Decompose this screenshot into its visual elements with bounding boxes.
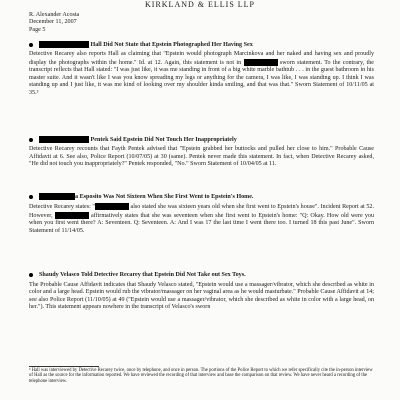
redaction-block [95,203,129,210]
footnote-divider [29,366,99,367]
heading-text-pre: Shaudy Velasco Told Detective Recarey that Epstein [39,272,176,278]
section-body: Detective Recarey also reports Hall as claiming that "Epstein would photograph Marcinkova and her naked and having sex and proudly display the photographs within the home." Id. at 12. Again, this statement is not in sworn statement. To the contrary, the transcript reflects that Hall stated: "I was just like, it was me standing in front of a big white marble bathtub . . . in the guest bathroom in his master suite. And it wasn't like I was you know spreading my legs or anything for the camera, I was like, I was standing up. I think I was standing up and I just like, it was me kind of looking over my shoulder kinda smiling, and that was that." Sworn Statement of 10/11/05 at 35.³ [29,51,374,96]
section-heading [29,193,374,201]
section-heading [29,136,374,144]
firm-letterhead: KIRKLAND & ELLIS LLP [145,0,255,9]
page-number: Page 5 [29,26,46,33]
bullet-icon [29,273,33,277]
section-hall [29,41,374,97]
redaction-block [39,136,89,143]
section-heading [29,272,374,280]
letter-date: December 11, 2007 [29,19,77,26]
heading-text: a Esposito Was Not Sixteen When She First Went to Epstein's Home. [75,193,254,200]
section-pentek [29,136,374,169]
heading-text: Did Not Take out Sex Toys. [175,272,246,278]
redaction-block [39,193,75,200]
bullet-icon [29,195,33,199]
bullet-icon [29,43,33,47]
section-body: Detective Recarey states: " also stated she was sixteen years old when she first went to Epstein's house". Incident Report at 52. However, affirmatively states that she was seventeen when she first went to Epstein's home: "Q: Okay. How old were you when you first went there? A: Seventeen. Q: Seventeen. A: And I was 17 the last time I went there too. I turned 18 this past June". Sworn Statement of 11/14/05. [29,204,375,234]
bullet-icon [29,138,33,142]
redaction-block [39,41,89,48]
letter-header [29,12,79,34]
section-body: The Probable Cause Affidavit indicates that Shaudy Velasco stated, "Epstein would use a massager/vibrator, which she described as white in color and a large head. Epstein would rub the vibrator/massager on her vaginal area as he would masturbate." Probable Cause Affidavit at 14; see also Police Report (11/10/05) at 49 ("Epstein would use a massager/vibrator, which she described as white in color with a large head, on her."). This statement appears nowhere in the transcript of Velasco's sworn [29,281,374,310]
heading-text: Pentek Said Epstein Did Not Touch Her Inappropriately [89,136,237,143]
footnote: ³ Hall was interviewed by Detective Recarey twice, once by telephone, and once in person. The portions of the Police Report to which we refer specifically cite the in-person interview of Hall as the source for the information reported. We have reviewed the recording of that interview and base the comparison on that review. We have never heard a recording of the telephone interview. [29,368,373,384]
recipient-name: R. Alexander Acosta [29,12,80,18]
section-velasco [29,272,374,312]
section-heading [29,41,374,49]
section-esposito [29,193,374,235]
redaction-block [244,59,278,66]
section-body: Detective Recarey recounts that Fayth Pentek advised that "Epstein grabbed her buttocks and pulled her close to him." Probable Cause Affidavit at 6. See also, Police Report (10/07/05) at 30 (same). Pentek never made this statement. In fact, when Detective Recarey asked, "He did not touch you inappropriately?" Pentek responded, "No." Sworn Statement of 10/04/05 at 11. [29,146,374,168]
heading-text: Hall Did Not State that Epstein Photographed Her Having Sex [89,41,253,48]
redaction-block [55,212,89,219]
